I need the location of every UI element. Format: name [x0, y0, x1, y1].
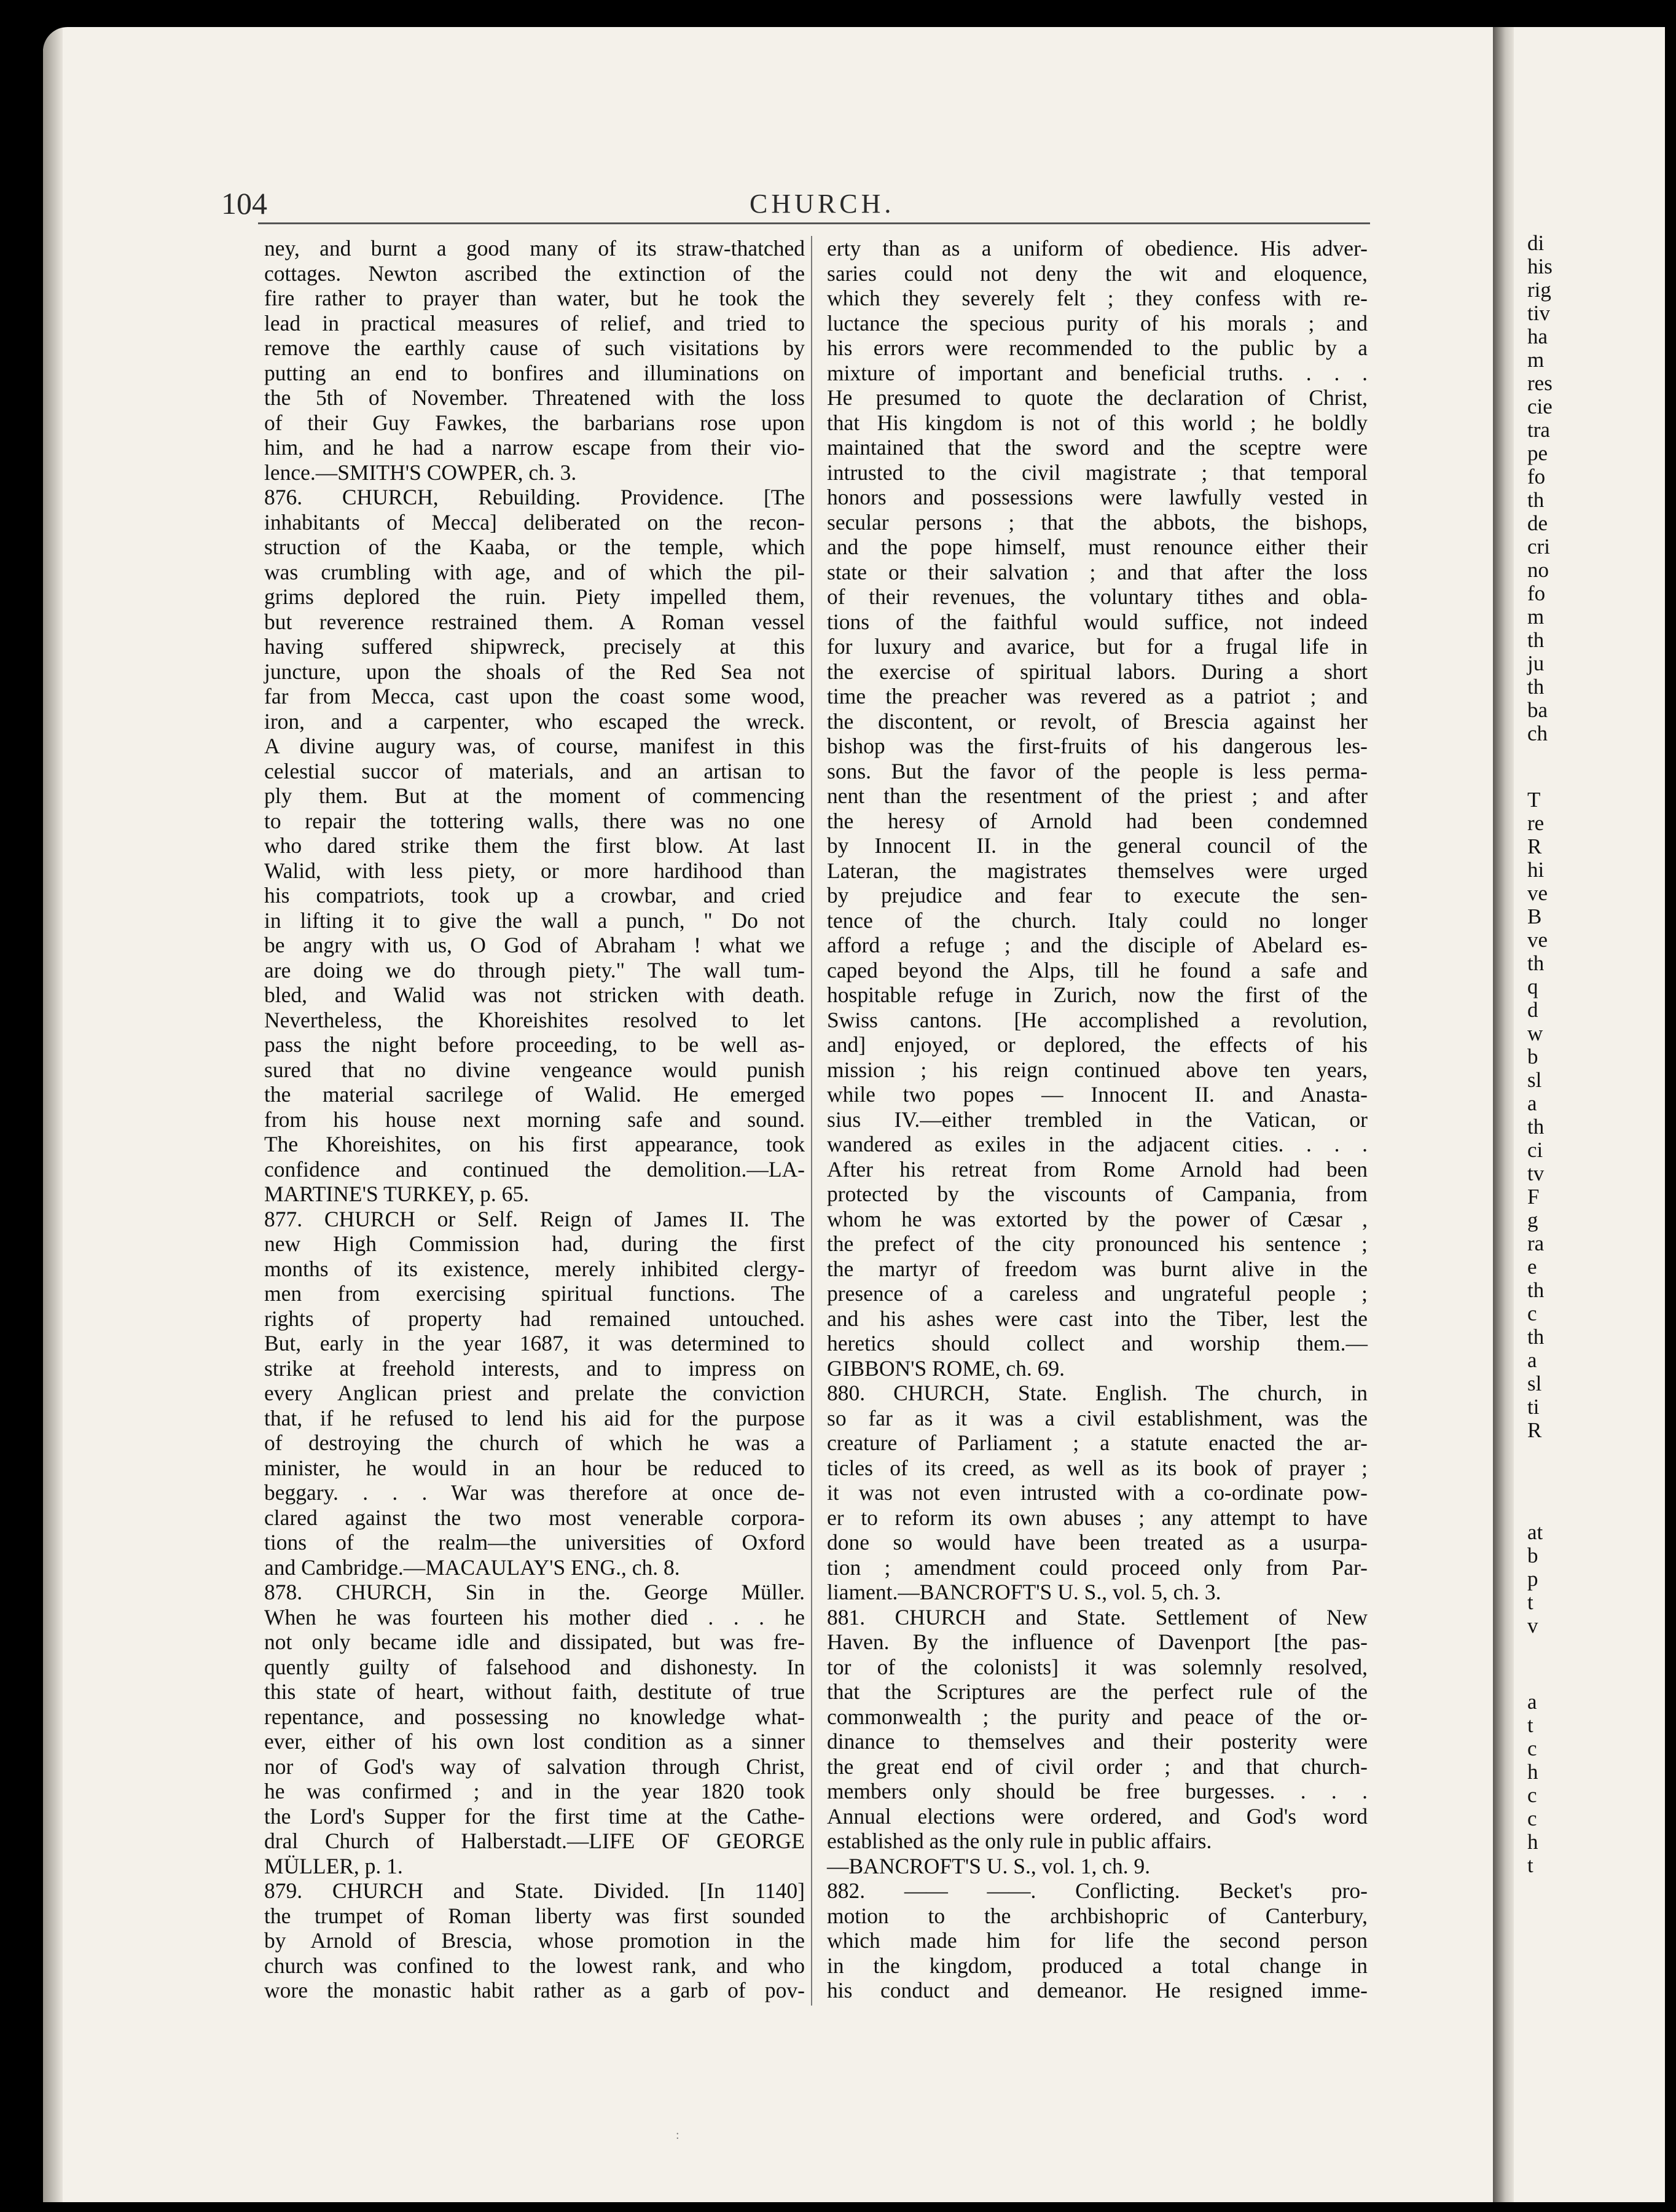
text-line: putting an end to bonfires and illuminations on — [264, 360, 805, 385]
text-line: tor of the colonists] it was solemnly resolved, — [827, 1654, 1368, 1679]
facing-page-fragment: h — [1527, 1830, 1538, 1854]
text-line: far from Mecca, cast upon the coast some wood, — [264, 684, 805, 708]
text-line: months of its existence, merely inhibited clergy- — [264, 1256, 805, 1281]
text-line: pass the night before proceeding, to be well as- — [264, 1032, 805, 1057]
facing-page-fragment: m — [1527, 348, 1545, 372]
text-line: who dared strike them the first blow. At last — [264, 833, 805, 858]
facing-page-fragment: cie — [1527, 394, 1553, 418]
text-line: the prefect of the city pronounced his sentence ; — [827, 1231, 1368, 1256]
text-line: by Arnold of Brescia, whose promotion in the — [264, 1928, 805, 1953]
book-gutter — [1493, 27, 1514, 2202]
facing-page-fragment: a — [1527, 1091, 1537, 1115]
facing-page-fragment: th — [1527, 675, 1545, 699]
text-line: beggary. . . . War was therefore at once de- — [264, 1480, 805, 1505]
text-line: honors and possessions were lawfully vested in — [827, 485, 1368, 509]
text-line: juncture, upon the shoals of the Red Sea not — [264, 659, 805, 684]
text-line: the martyr of freedom was burnt alive in the — [827, 1256, 1368, 1281]
text-line: that, if he refused to lend his aid for the purpose — [264, 1405, 805, 1430]
facing-page-fragment: tv — [1527, 1161, 1545, 1185]
text-line: the material sacrilege of Walid. He emerged — [264, 1082, 805, 1107]
text-line: from his house next morning safe and sound. — [264, 1107, 805, 1132]
text-line: wore the monastic habit rather as a garb of pov- — [264, 1978, 805, 2002]
text-line: and] enjoyed, or deplored, the effects of his — [827, 1032, 1368, 1057]
text-line: maintained that the sword and the sceptre were — [827, 435, 1368, 460]
text-line: fire rather to prayer than water, but he took the — [264, 286, 805, 310]
text-line: ply them. But at the moment of commencing — [264, 783, 805, 808]
text-line: time the preacher was revered as a patriot ; and — [827, 684, 1368, 708]
facing-page-fragment: sl — [1527, 1371, 1542, 1395]
facing-page-fragment: ha — [1527, 324, 1548, 348]
text-line: When he was fourteen his mother died . . . he — [264, 1604, 805, 1630]
facing-page-fragment: T — [1527, 788, 1541, 812]
column-divider — [811, 236, 812, 2006]
text-line: new High Commission had, during the first — [264, 1231, 805, 1256]
text-line: Haven. By the influence of Davenport [the pas- — [827, 1630, 1368, 1654]
facing-page-fragment: R — [1527, 1418, 1542, 1442]
facing-page-fragment: rig — [1527, 278, 1551, 302]
text-line: 881. CHURCH and State. Settlement of New — [827, 1604, 1368, 1630]
header-rule — [258, 222, 1370, 224]
text-line: After his retreat from Rome Arnold had been — [827, 1156, 1368, 1182]
text-line: the discontent, or revolt, of Brescia against her — [827, 708, 1368, 734]
text-line: whom he was extorted by the power of Cæsar , — [827, 1206, 1368, 1231]
text-line: the great end of civil order ; and that church- — [827, 1754, 1368, 1779]
facing-page-fragment: c — [1527, 1783, 1537, 1807]
text-line: Nevertheless, the Khoreishites resolved to let — [264, 1007, 805, 1032]
facing-page-fragment: B — [1527, 904, 1542, 928]
text-line: creature of Parliament ; a statute enacted the ar- — [827, 1430, 1368, 1455]
text-line: Walid, with less piety, or more hardihood than — [264, 858, 805, 883]
text-line: him, and he had a narrow escape from their vio- — [264, 435, 805, 460]
text-line: his errors were recommended to the public by a — [827, 335, 1368, 360]
text-line: protected by the viscounts of Campania, from — [827, 1182, 1368, 1206]
text-line: 882. —— ——. Conflicting. Becket's pro- — [827, 1878, 1368, 1903]
facing-page-fragment: q — [1527, 975, 1538, 998]
facing-page-fragment: cri — [1527, 535, 1550, 559]
text-line: bishop was the first-fruits of his dangerous les- — [827, 734, 1368, 758]
facing-page-fragment: c — [1527, 1736, 1537, 1760]
facing-page-fragment: d — [1527, 998, 1538, 1022]
text-line: MÜLLER, p. 1. — [264, 1853, 403, 1878]
facing-page-fragment: th — [1527, 1278, 1545, 1302]
text-line: nor of God's way of salvation through Christ, — [264, 1754, 805, 1779]
facing-page-fragment: pe — [1527, 441, 1548, 465]
facing-page-fragment: ci — [1527, 1138, 1543, 1162]
text-line: afford a refuge ; and the disciple of Abelard es- — [827, 933, 1368, 957]
facing-page-fragments — [1517, 27, 1665, 2202]
text-line: tence of the church. Italy could no longer — [827, 908, 1368, 933]
facing-page-fragment: F — [1527, 1185, 1540, 1209]
text-line: hospitable refuge in Zurich, now the first of the — [827, 982, 1368, 1007]
facing-page-fragment: c — [1527, 1806, 1537, 1830]
text-line: mixture of important and beneficial truths. . . . — [827, 360, 1368, 385]
text-line: repentance, and possessing no knowledge what- — [264, 1704, 805, 1729]
facing-page-fragment: tra — [1527, 418, 1550, 442]
facing-page-fragment: at — [1527, 1520, 1543, 1544]
text-line: ever, either of his own lost condition as a sinner — [264, 1729, 805, 1754]
facing-page-fragment: th — [1527, 951, 1545, 975]
text-line: tions of the realm—the universities of Oxford — [264, 1530, 805, 1555]
facing-page-fragment: de — [1527, 511, 1548, 535]
text-line: sius IV.—either trembled in the Vatican, or — [827, 1107, 1368, 1132]
text-line: dral Church of Halberstadt.—LIFE OF GEORGE — [264, 1829, 805, 1853]
text-line: having suffered shipwreck, precisely at this — [264, 634, 805, 659]
text-line: in lifting it to give the wall a punch, " Do not — [264, 908, 805, 933]
text-line: this state of heart, without faith, destitute of true — [264, 1679, 805, 1704]
text-line: sured that no divine vengeance would punish — [264, 1057, 805, 1082]
text-line: confidence and continued the demolition.—LA- — [264, 1156, 805, 1182]
facing-page-fragment: hi — [1527, 858, 1545, 882]
text-line: which made him for life the second person — [827, 1928, 1368, 1953]
text-line: that His kingdom is not of this world ; he boldly — [827, 410, 1368, 435]
text-line: iron, and a carpenter, who escaped the wreck. — [264, 708, 805, 734]
facing-page-fragment: R — [1527, 834, 1542, 858]
text-line: sons. But the favor of the people is less perma- — [827, 758, 1368, 783]
text-line: He presumed to quote the declaration of Christ, — [827, 385, 1368, 410]
facing-page-fragment: di — [1527, 231, 1545, 255]
text-line: while two popes — Innocent II. and Anasta- — [827, 1082, 1368, 1107]
text-line: in the kingdom, produced a total change in — [827, 1953, 1368, 1978]
facing-page-fragment: ra — [1527, 1231, 1545, 1255]
text-line: strike at freehold interests, and to impress on — [264, 1355, 805, 1381]
text-line: MARTINE'S TURKEY, p. 65. — [264, 1182, 529, 1206]
facing-page-fragment: th — [1527, 1115, 1545, 1139]
facing-page-fragment: res — [1527, 371, 1553, 395]
text-line: tions of the faithful would suffice, not indeed — [827, 609, 1368, 634]
text-line: dinance to themselves and their posterity were — [827, 1729, 1368, 1754]
text-line: of their revenues, the voluntary tithes and obla- — [827, 584, 1368, 609]
facing-page-fragment: t — [1527, 1713, 1533, 1737]
text-line: his compatriots, took up a crowbar, and cried — [264, 883, 805, 908]
text-line: be angry with us, O God of Abraham ! what we — [264, 933, 805, 957]
text-line: was crumbling with age, and of which the pil- — [264, 559, 805, 584]
facing-page-fragment: a — [1527, 1348, 1537, 1372]
text-line: members only should be free burgesses. . . . — [827, 1779, 1368, 1803]
text-line: the heresy of Arnold had been condemned — [827, 808, 1368, 833]
text-line: erty than as a uniform of obedience. His adver- — [827, 236, 1368, 261]
text-line: GIBBON'S ROME, ch. 69. — [827, 1355, 1065, 1381]
facing-page-fragment: th — [1527, 488, 1545, 512]
text-line: are doing we do through piety." The wall tum- — [264, 957, 805, 982]
text-line: minister, he would in an hour be reduced to — [264, 1455, 805, 1480]
text-line: luctance the specious purity of his morals ; and — [827, 310, 1368, 335]
text-line: lead in practical measures of relief, and tried to — [264, 310, 805, 335]
text-line: men from exercising spiritual functions. The — [264, 1281, 805, 1306]
text-line: saries could not deny the wit and eloquence, — [827, 261, 1368, 286]
text-line: but reverence restrained them. A Roman vessel — [264, 609, 805, 634]
facing-page-fragment: fo — [1527, 465, 1546, 488]
text-line: inhabitants of Mecca] deliberated on the recon- — [264, 509, 805, 535]
text-line: church was confined to the lowest rank, and who — [264, 1953, 805, 1978]
text-line: 879. CHURCH and State. Divided. [In 1140] — [264, 1878, 805, 1903]
text-line: ticles of its creed, as well as its book of prayer ; — [827, 1455, 1368, 1480]
facing-page-fragment: t — [1527, 1853, 1533, 1877]
text-line: caped beyond the Alps, till he found a safe and — [827, 957, 1368, 982]
text-line: and the pope himself, must renounce either their — [827, 535, 1368, 559]
text-line: by prejudice and fear to execute the sen- — [827, 883, 1368, 908]
facing-page-fragment: w — [1527, 1021, 1543, 1045]
text-line: secular persons ; that the abbots, the bishops, — [827, 509, 1368, 535]
text-line: tion ; amendment could proceed only from Par- — [827, 1555, 1368, 1580]
text-line: every Anglican priest and prelate the conviction — [264, 1381, 805, 1405]
text-line: clared against the two most venerable corpora- — [264, 1505, 805, 1530]
facing-page-fragment: g — [1527, 1208, 1538, 1232]
text-line: state or their salvation ; and that after the loss — [827, 559, 1368, 584]
text-line: for luxury and avarice, but for a frugal life in — [827, 634, 1368, 659]
facing-page-fragment: v — [1527, 1614, 1538, 1637]
text-line: to repair the tottering walls, there was no one — [264, 808, 805, 833]
text-line: celestial succor of materials, and an artisan to — [264, 758, 805, 783]
text-line: intrusted to the civil magistrate ; that temporal — [827, 460, 1368, 485]
text-line: and Cambridge.—MACAULAY'S ENG., ch. 8. — [264, 1555, 680, 1580]
text-line: by Innocent II. in the general council of the — [827, 833, 1368, 858]
running-head: CHURCH. — [750, 189, 895, 219]
text-line: his conduct and demeanor. He resigned imme- — [827, 1978, 1368, 2002]
facing-page-fragment: m — [1527, 605, 1545, 629]
text-line: the 5th of November. Threatened with the loss — [264, 385, 805, 410]
text-line: so far as it was a civil establishment, was the — [827, 1405, 1368, 1430]
bottom-mark: : — [676, 2128, 679, 2142]
text-line: commonwealth ; the purity and peace of the or- — [827, 1704, 1368, 1729]
text-line: mission ; his reign continued above ten years, — [827, 1057, 1368, 1082]
text-line: lence.—SMITH'S COWPER, ch. 3. — [264, 460, 577, 485]
text-line: struction of the Kaaba, or the temple, which — [264, 535, 805, 559]
text-line: nent than the resentment of the priest ; and after — [827, 783, 1368, 808]
text-line: rights of property had remained untouched. — [264, 1306, 805, 1331]
page-number: 104 — [221, 186, 267, 221]
text-line: A divine augury was, of course, manifest in this — [264, 734, 805, 758]
book-page — [43, 27, 1665, 2202]
facing-page-fragment: tiv — [1527, 301, 1550, 325]
facing-page-fragment: his — [1527, 254, 1553, 278]
facing-page-fragment: ve — [1527, 881, 1548, 905]
text-line: not only became idle and dissipated, but was fre- — [264, 1630, 805, 1654]
facing-page-fragment: ve — [1527, 928, 1548, 952]
facing-page-fragment: c — [1527, 1301, 1537, 1325]
text-line: Swiss cantons. [He accomplished a revolution, — [827, 1007, 1368, 1032]
left-column — [264, 236, 805, 2003]
facing-page-fragment: ch — [1527, 721, 1548, 745]
text-line: heretics should collect and worship them.— — [827, 1331, 1368, 1355]
facing-page-fragment: ba — [1527, 698, 1548, 722]
text-line: wandered as exiles in the adjacent cities. . . . — [827, 1132, 1368, 1156]
text-line: 880. CHURCH, State. English. The church, in — [827, 1381, 1368, 1405]
text-line: —BANCROFT'S U. S., vol. 1, ch. 9. — [827, 1853, 1151, 1878]
text-line: the exercise of spiritual labors. During a short — [827, 659, 1368, 684]
facing-page-fragment: th — [1527, 628, 1545, 652]
text-line: he was confirmed ; and in the year 1820 took — [264, 1779, 805, 1803]
text-line: the Lord's Supper for the first time at the Cathe- — [264, 1803, 805, 1829]
facing-page-fragment: h — [1527, 1760, 1538, 1784]
facing-page-fragment: p — [1527, 1567, 1538, 1591]
text-line: 877. CHURCH or Self. Reign of James II. The — [264, 1206, 805, 1231]
text-line: bled, and Walid was not stricken with death. — [264, 982, 805, 1007]
text-line: it was not even intrusted with a co-ordinate pow- — [827, 1480, 1368, 1505]
facing-page-fragment: ju — [1527, 651, 1545, 675]
text-line: motion to the archbishopric of Canterbury, — [827, 1903, 1368, 1928]
text-line: the trumpet of Roman liberty was first sounded — [264, 1903, 805, 1928]
facing-page-fragment: sl — [1527, 1068, 1542, 1092]
text-line: remove the earthly cause of such visitations by — [264, 335, 805, 360]
text-line: of their Guy Fawkes, the barbarians rose upon — [264, 410, 805, 435]
text-line: of destroying the church of which he was a — [264, 1430, 805, 1455]
facing-page-fragment: re — [1527, 811, 1545, 835]
text-line: and his ashes were cast into the Tiber, lest the — [827, 1306, 1368, 1331]
text-line: done so would have been treated as a usurpa- — [827, 1530, 1368, 1555]
text-line: which they severely felt ; they confess with re- — [827, 286, 1368, 310]
page-header — [221, 186, 1370, 222]
text-line: established as the only rule in public affairs. — [827, 1829, 1212, 1853]
text-line: 878. CHURCH, Sin in the. George Müller. — [264, 1580, 805, 1604]
facing-page-fragment: fo — [1527, 581, 1546, 605]
text-line: Annual elections were ordered, and God's word — [827, 1803, 1368, 1829]
text-line: But, early in the year 1687, it was determined to — [264, 1331, 805, 1355]
text-line: that the Scriptures are the perfect rule of the — [827, 1679, 1368, 1704]
text-line: grims deplored the ruin. Piety impelled them, — [264, 584, 805, 609]
text-line: liament.—BANCROFT'S U. S., vol. 5, ch. 3. — [827, 1580, 1221, 1604]
facing-page-fragment: th — [1527, 1325, 1545, 1349]
text-line: er to reform its own abuses ; any attempt to have — [827, 1505, 1368, 1530]
text-line: Lateran, the magistrates themselves were urged — [827, 858, 1368, 883]
text-line: presence of a careless and ungrateful people ; — [827, 1281, 1368, 1306]
text-line: The Khoreishites, on his first appearance, took — [264, 1132, 805, 1156]
facing-page-fragment: b — [1527, 1045, 1538, 1069]
text-line: quently guilty of falsehood and dishonesty. In — [264, 1654, 805, 1679]
facing-page-fragment: a — [1527, 1690, 1537, 1714]
facing-page-fragment: no — [1527, 558, 1549, 582]
facing-page-fragment: e — [1527, 1255, 1537, 1279]
facing-page-fragment: b — [1527, 1543, 1538, 1567]
facing-page-fragment: t — [1527, 1590, 1533, 1614]
right-column — [827, 236, 1368, 2003]
text-line: 876. CHURCH, Rebuilding. Providence. [The — [264, 485, 805, 509]
facing-page-fragment: ti — [1527, 1395, 1540, 1419]
text-line: cottages. Newton ascribed the extinction of the — [264, 261, 805, 286]
text-line: ney, and burnt a good many of its straw-thatched — [264, 236, 805, 261]
